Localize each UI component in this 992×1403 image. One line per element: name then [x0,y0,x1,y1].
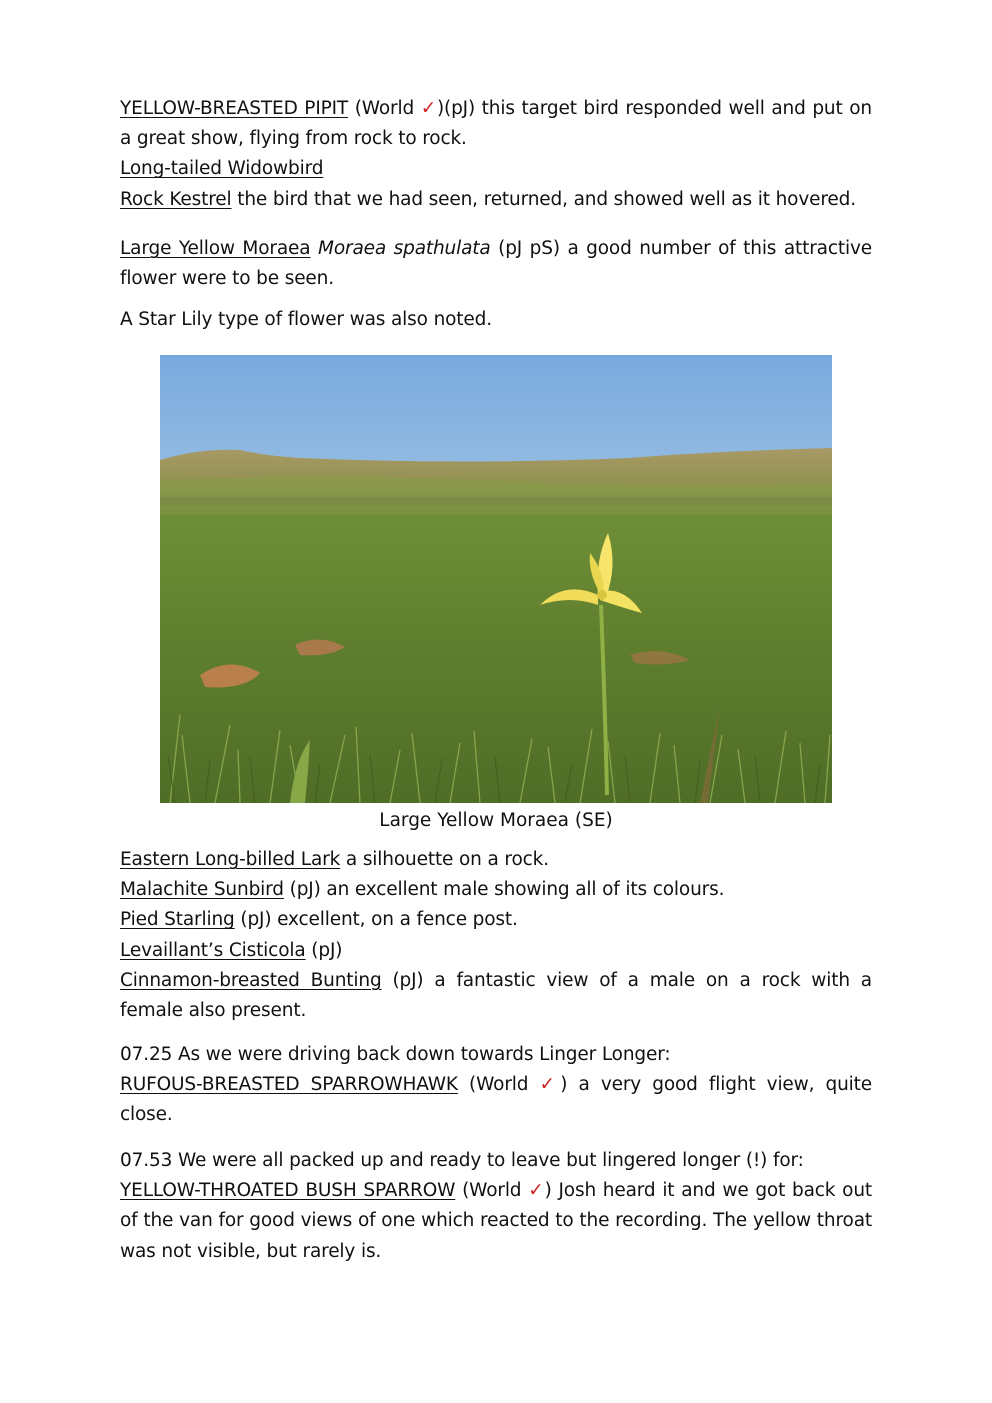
pipit-widowbird-kestrel-block [120,94,872,215]
bunting-note: (pJ) a fantastic view of a male on a rock with a female also present. [120,969,872,1022]
star-lily-block [120,305,872,335]
lark-note: a silhouette on a rock. [340,849,549,870]
species-rufous-breasted-sparrowhawk: RUFOUS-BREASTED SPARROWHAWK [120,1074,458,1096]
moraea-note: (pJ pS) a good number of this attractive flower were to be seen. [120,238,873,290]
bush-sparrow-block [120,1146,872,1267]
starling-paragraph [120,905,872,935]
sparrowhawk-block [120,1040,872,1131]
latin-name: Moraea spathulata [318,238,491,259]
checkmark-icon: ✓ [539,1074,561,1096]
species-levaillants-cisticola: Levaillant’s Cisticola [120,939,306,961]
species-cinnamon-breasted-bunting: Cinnamon-breasted Bunting [120,969,382,991]
pipit-note: )(pJ) this target bird responded well and put on a great show, flying from rock to rock. [120,98,872,150]
cisticola-note: (pJ) [305,939,343,961]
species-pied-starling: Pied Starling [120,909,235,931]
species-yellow-throated-bush-sparrow: YELLOW-THROATED BUSH SPARROW [120,1180,456,1202]
species-large-yellow-moraea: Large Yellow Moraea [120,238,311,259]
cisticola-paragraph [120,936,872,966]
pipit-paragraph [120,94,872,154]
lark-paragraph [120,845,872,875]
star-lily-paragraph: A Star Lily type of flower was also noted. [120,309,492,330]
photo-caption: Large Yellow Moraea (SE) [379,810,613,831]
species-yellow-breasted-pipit: YELLOW-BREASTED PIPIT [120,98,349,119]
bird-list-block [120,845,872,1026]
time-0753: 07.53 We were all packed up and ready to leave but lingered longer (!) for: [120,1150,804,1171]
bunting-paragraph [120,966,872,1026]
world-label: (World [348,98,421,119]
bush-sparrow-note: ) Josh heard it and we got back out of the van for good views of one which reacted to the recording. The yellow throat was not visible, but rarely is. [120,1180,872,1262]
moraea-block [120,234,872,294]
widowbird-paragraph [120,154,872,184]
species-rock-kestrel: Rock Kestrel [120,188,232,210]
species-eastern-long-billed-lark: Eastern Long-billed Lark [120,849,341,870]
world-label: (World [457,1074,540,1096]
sunbird-paragraph [120,875,872,905]
moraea-photo [160,355,832,803]
kestrel-note: the bird that we had seen, returned, and showed well as it hovered. [231,188,856,210]
world-label: (World [455,1180,529,1202]
species-malachite-sunbird: Malachite Sunbird [120,879,284,901]
starling-note: (pJ) excellent, on a fence post. [234,909,518,931]
time-0725: 07.25 As we were driving back down towards Linger Longer: [120,1044,671,1065]
grassland-flower-image [160,355,832,803]
checkmark-icon: ✓ [528,1180,545,1202]
species-long-tailed-widowbird: Long-tailed Widowbird [120,158,324,180]
kestrel-paragraph [120,185,872,215]
sparrowhawk-paragraph [120,1070,872,1130]
sunbird-note: (pJ) an excellent male showing all of its colours. [283,879,725,901]
checkmark-icon: ✓ [420,98,437,119]
bush-sparrow-paragraph [120,1176,872,1267]
moraea-paragraph [120,234,872,294]
sparrowhawk-note: ) a very good flight view, quite close. [120,1074,873,1126]
